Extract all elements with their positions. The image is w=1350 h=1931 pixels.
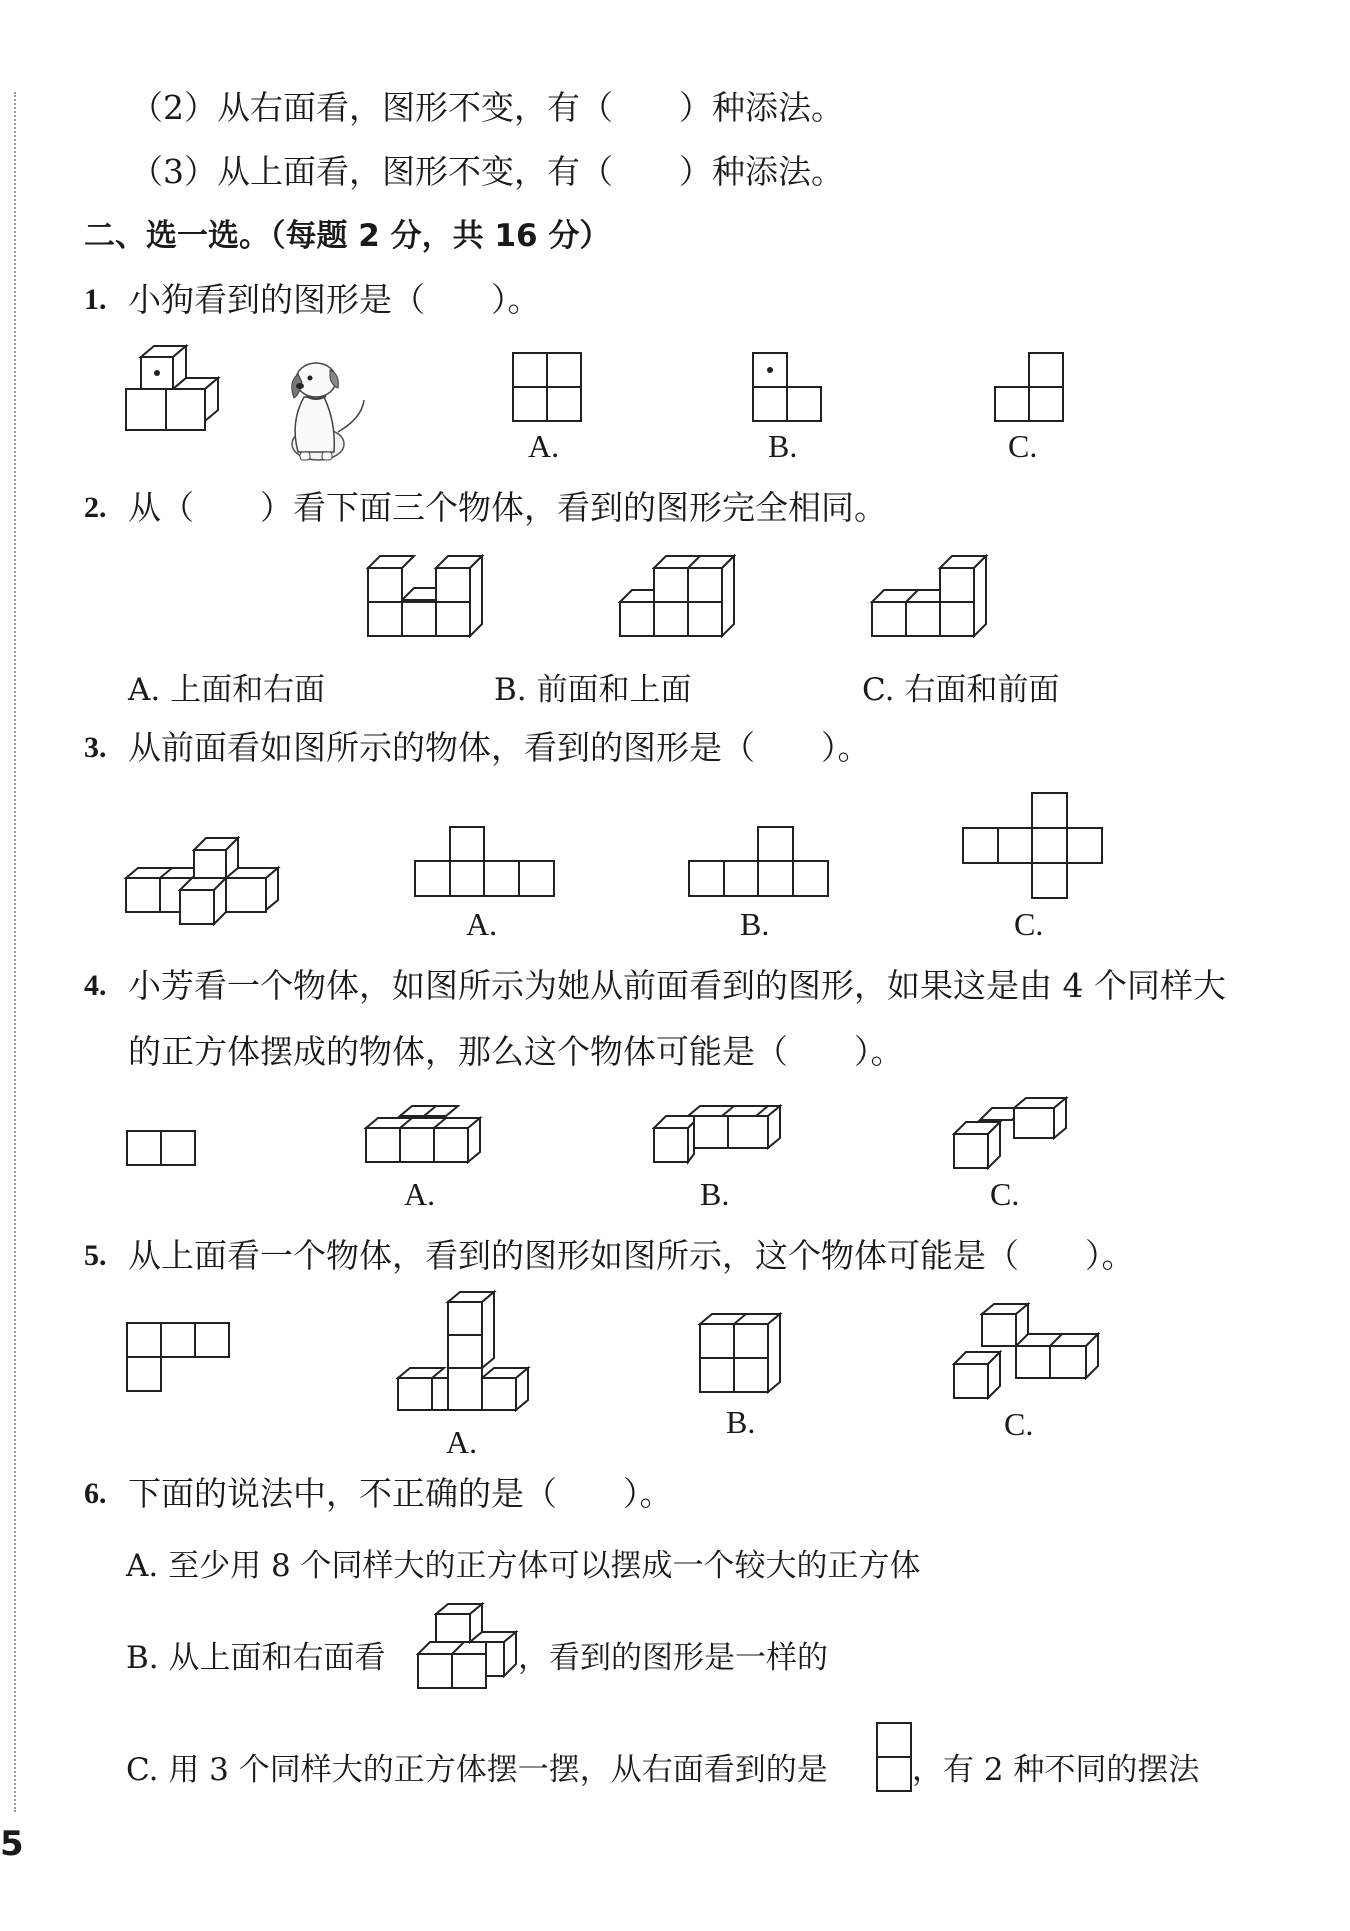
q4-option-a-label: A. [404, 1176, 436, 1212]
q2-text: 从（ ）看下面三个物体，看到的图形完全相同。 [128, 488, 887, 527]
q5-option-c-figure [954, 1302, 1102, 1402]
q4-option-b-label: B. [700, 1176, 730, 1212]
q1-option-a-label: A. [528, 428, 560, 464]
q2-choice-b: B. 前面和上面 [494, 672, 692, 708]
q5-top-view-figure [126, 1322, 232, 1394]
q1-figure-cubes [126, 346, 232, 438]
q2-figure-3 [872, 556, 992, 638]
q6-choice-b-figure [418, 1602, 518, 1694]
q6-choice-b-text: B. 从上面和右面看 [126, 1640, 386, 1676]
q3-option-b-figure [688, 826, 830, 898]
part1-q3-text: （3）从上面看，图形不变，有（ ）种添法。 [130, 152, 844, 191]
q2-figure-1 [368, 556, 488, 638]
q6-choice-c-text-end: ，有 2 种不同的摆法 [912, 1752, 1200, 1788]
q5-option-a-figure [398, 1290, 534, 1420]
q2-figure-2 [620, 556, 740, 638]
q5-option-a-label: A. [446, 1424, 478, 1460]
page-number: 5 [0, 1824, 24, 1864]
q6-choice-c-figure [876, 1722, 912, 1794]
q6-choice-a: A. 至少用 8 个同样大的正方体可以摆成一个较大的正方体 [126, 1548, 921, 1584]
q3-option-b-label: B. [740, 906, 770, 942]
q4-option-c-figure [954, 1096, 1070, 1170]
q1-option-a-figure [512, 352, 582, 424]
q3-option-a-label: A. [466, 906, 498, 942]
q1-option-c-figure [994, 352, 1064, 424]
q4-option-c-label: C. [990, 1176, 1020, 1212]
q2-number: 2. [84, 491, 107, 524]
q1-option-b-figure [752, 352, 822, 424]
q3-number: 3. [84, 731, 107, 764]
dog-illustration [278, 352, 373, 462]
q6-choice-c-text: C. 用 3 个同样大的正方体摆一摆，从右面看到的是 [126, 1752, 828, 1788]
q1-option-c-label: C. [1008, 428, 1038, 464]
q4-text-line2: 的正方体摆成的物体，那么这个物体可能是（ ）。 [128, 1032, 904, 1071]
q5-number: 5. [84, 1239, 107, 1272]
q2-choice-c: C. 右面和前面 [862, 672, 1060, 708]
q3-option-c-label: C. [1014, 906, 1044, 942]
q1-text: 小狗看到的图形是（ ）。 [128, 280, 541, 319]
q2-choice-a: A. 上面和右面 [128, 672, 326, 708]
q3-option-c-figure [962, 792, 1104, 900]
q5-option-b-figure [700, 1312, 792, 1396]
q4-option-b-figure [654, 1104, 786, 1170]
q4-text-line1: 小芳看一个物体，如图所示为她从前面看到的图形，如果这是由 4 个同样大 [128, 966, 1226, 1005]
q3-figure-cubes [126, 838, 286, 930]
binding-margin-line [14, 92, 16, 1812]
q3-option-a-figure [414, 826, 556, 898]
q3-text: 从前面看如图所示的物体，看到的图形是（ ）。 [128, 728, 871, 767]
q1-number: 1. [84, 283, 107, 316]
q4-front-view-figure [126, 1130, 198, 1168]
q4-number: 4. [84, 969, 107, 1002]
section2-heading: 二、选一选。（每题 2 分，共 16 分） [84, 218, 611, 254]
part1-q2-text: （2）从右面看，图形不变，有（ ）种添法。 [130, 88, 844, 127]
q6-text: 下面的说法中，不正确的是（ ）。 [128, 1474, 673, 1513]
q5-text: 从上面看一个物体，看到的图形如图所示，这个物体可能是（ ）。 [128, 1236, 1135, 1275]
q6-choice-b-text-end: ，看到的图形是一样的 [518, 1640, 828, 1676]
q5-option-c-label: C. [1004, 1406, 1034, 1442]
q4-option-a-figure [366, 1104, 490, 1170]
q1-option-b-label: B. [768, 428, 798, 464]
q6-number: 6. [84, 1477, 107, 1510]
q5-option-b-label: B. [726, 1404, 756, 1440]
